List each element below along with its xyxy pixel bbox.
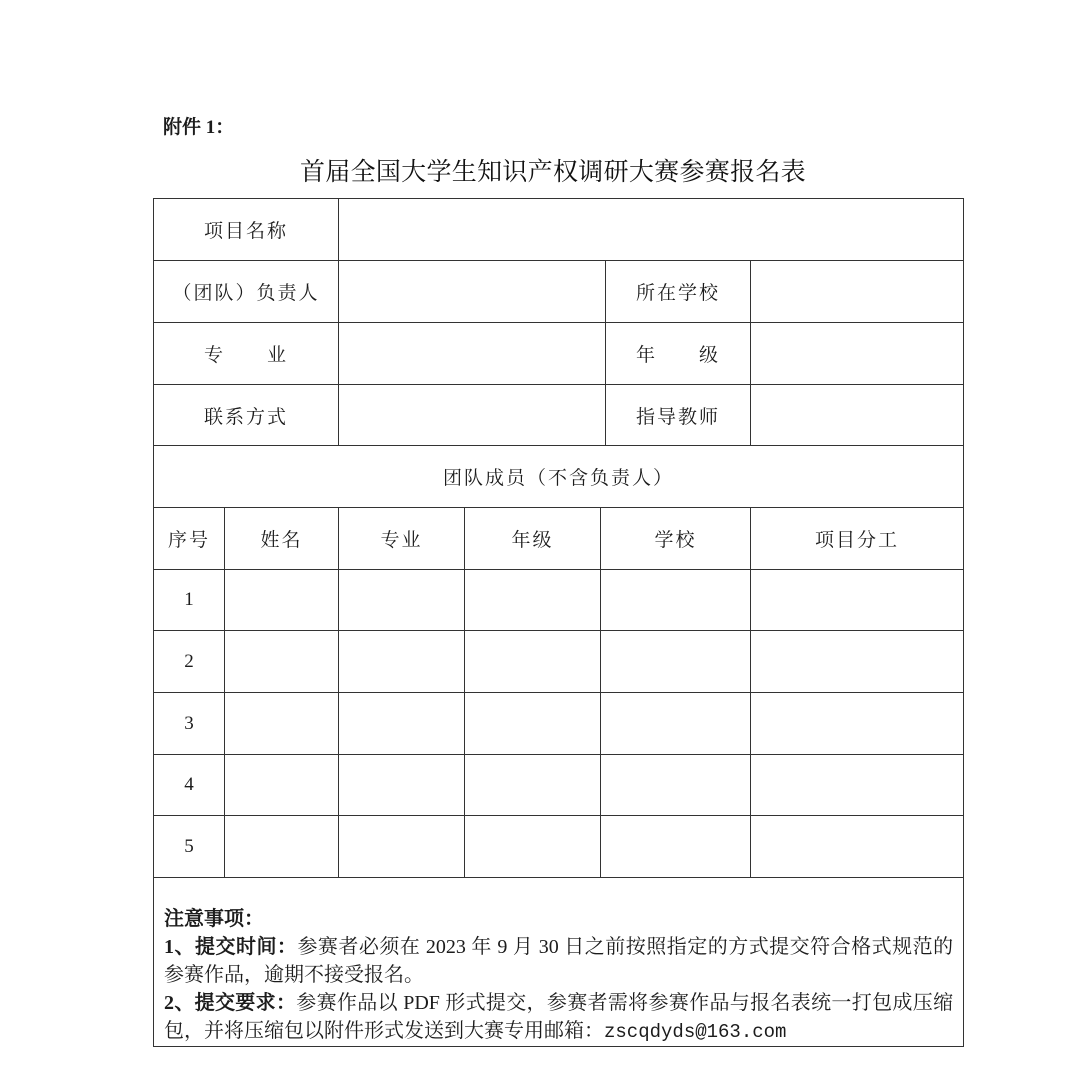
form-row-team-heading	[154, 446, 964, 508]
attachment-label: 附件 1：	[163, 117, 235, 138]
member-row	[154, 570, 964, 631]
column-header-major: 专业	[339, 508, 465, 570]
member-grade-cell	[465, 693, 601, 755]
grade-value-cell	[751, 323, 964, 385]
member-grade-cell	[465, 755, 601, 816]
member-grade-cell	[465, 570, 601, 631]
member-school-cell	[601, 816, 751, 878]
member-name-cell	[225, 570, 339, 631]
note-text: 参赛者必须在 2023 年 9 月 30 日之前按照指定的方式提交符合格式规范的参赛作品，逾期不接受报名。	[164, 936, 954, 986]
form-row-contact	[154, 385, 964, 446]
member-role-cell	[751, 755, 964, 816]
column-header-role: 项目分工	[751, 508, 964, 570]
member-grade-cell	[465, 631, 601, 693]
project-name-label: 项目名称	[154, 199, 339, 261]
member-index: 3	[154, 693, 225, 755]
member-school-cell	[601, 693, 751, 755]
member-major-cell	[339, 816, 465, 878]
member-name-cell	[225, 816, 339, 878]
member-role-cell	[751, 816, 964, 878]
member-school-cell	[601, 570, 751, 631]
member-name-cell	[225, 693, 339, 755]
member-school-cell	[601, 755, 751, 816]
note-item-submission-requirements	[164, 989, 953, 1046]
grade-label: 年 级	[606, 323, 751, 385]
member-name-cell	[225, 631, 339, 693]
member-grade-cell	[465, 816, 601, 878]
member-index: 5	[154, 816, 225, 878]
contest-email: zscqdyds@163.com	[604, 1021, 787, 1043]
member-school-cell	[601, 631, 751, 693]
notes-heading: 注意事项：	[164, 908, 264, 930]
notes-row	[154, 878, 964, 1047]
member-index: 4	[154, 755, 225, 816]
member-role-cell	[751, 693, 964, 755]
form-title: 首届全国大学生知识产权调研大赛参赛报名表	[299, 158, 806, 186]
major-label: 专 业	[154, 323, 339, 385]
column-header-name: 姓名	[225, 508, 339, 570]
note-text: 参赛作品以 PDF 形式提交，参赛者需将参赛作品与报名表统一打包成压缩包，并将压缩包以附件形式发送到大赛专用邮箱：	[164, 992, 954, 1042]
member-index: 2	[154, 631, 225, 693]
notes-section	[154, 878, 964, 1047]
form-row-major	[154, 323, 964, 385]
contact-label: 联系方式	[154, 385, 339, 446]
column-header-index: 序号	[154, 508, 225, 570]
member-major-cell	[339, 570, 465, 631]
member-name-cell	[225, 755, 339, 816]
school-label: 所在学校	[606, 261, 751, 323]
members-header-row	[154, 508, 964, 570]
major-value-cell	[339, 323, 606, 385]
leader-label: （团队）负责人	[154, 261, 339, 323]
project-name-value-cell	[339, 199, 964, 261]
member-major-cell	[339, 631, 465, 693]
leader-value-cell	[339, 261, 606, 323]
member-row	[154, 816, 964, 878]
advisor-value-cell	[751, 385, 964, 446]
form-row-leader	[154, 261, 964, 323]
member-role-cell	[751, 570, 964, 631]
column-header-grade: 年级	[465, 508, 601, 570]
member-row	[154, 693, 964, 755]
team-members-heading: 团队成员（不含负责人）	[154, 446, 964, 508]
note-label: 1、提交时间：	[164, 936, 298, 958]
member-row	[154, 631, 964, 693]
advisor-label: 指导教师	[606, 385, 751, 446]
note-label: 2、提交要求：	[164, 992, 297, 1014]
form-row-project-name	[154, 199, 964, 261]
note-item-submission-time	[164, 933, 953, 989]
member-index: 1	[154, 570, 225, 631]
member-row	[154, 755, 964, 816]
school-value-cell	[751, 261, 964, 323]
member-major-cell	[339, 755, 465, 816]
member-role-cell	[751, 631, 964, 693]
contact-value-cell	[339, 385, 606, 446]
column-header-school: 学校	[601, 508, 751, 570]
registration-form-table	[153, 198, 964, 1047]
member-major-cell	[339, 693, 465, 755]
